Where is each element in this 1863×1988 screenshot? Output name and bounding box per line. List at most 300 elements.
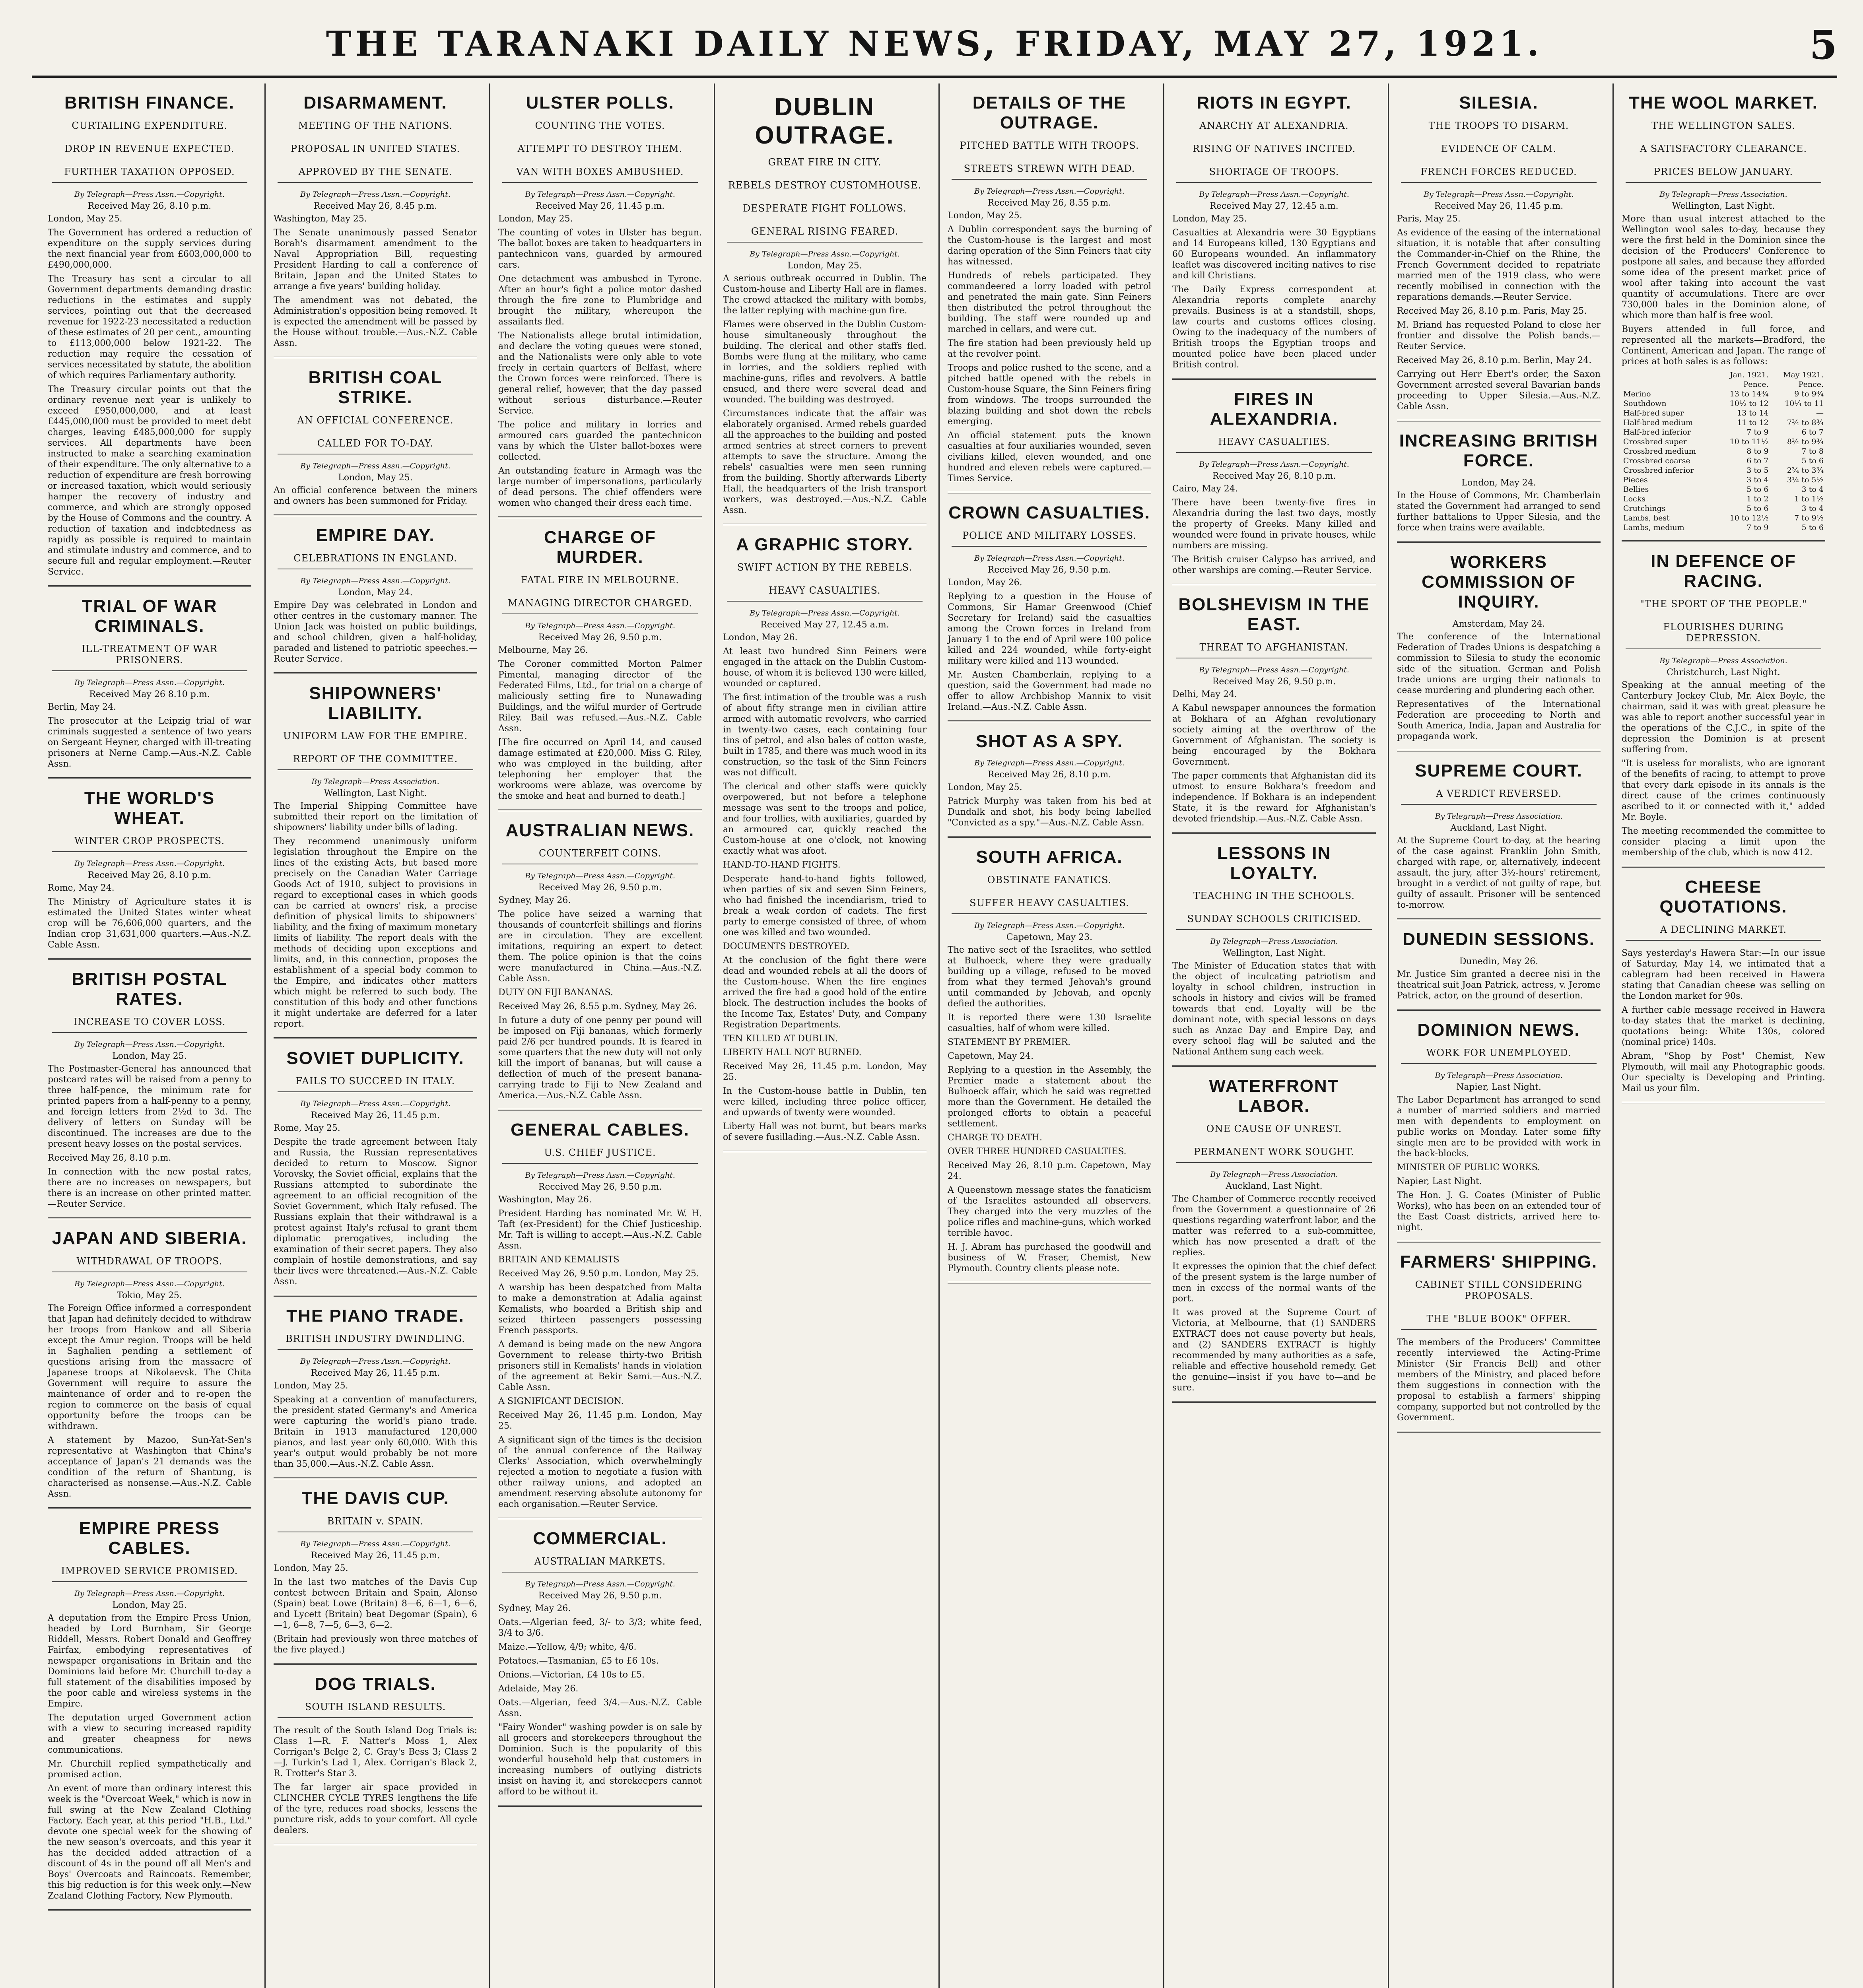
news-column (714, 83, 934, 1988)
table-row (1622, 370, 1825, 380)
article-paragraph: The Postmaster-General has announced that postcard rates will be raised from a penny to three half-pence, the minimum rate for printed papers from a half-penny to a penny, and foreign letters from 2½d to 3d. The delivery of letters on Sunday will be discontinued. The increases are due to the present heavy losses on the postal services. (48, 1064, 251, 1149)
table-cell: 1 to 2 (1746, 495, 1769, 503)
article (274, 368, 477, 507)
article-divider (948, 836, 1151, 838)
article-dateline: London, May 25. (112, 1600, 187, 1610)
article-headline: DOG TRIALS. (315, 1674, 436, 1694)
article (1172, 93, 1376, 370)
article-divider (1172, 584, 1376, 585)
article-divider (1172, 1065, 1376, 1067)
article-dateline: Wellington, Last Night. (1672, 201, 1775, 211)
article-dateline: Capetown, May 23. (1006, 932, 1093, 942)
article-paragraph: A statement by Mazoo, Sun-Yat-Sen's representative at Washington that China's acceptance of Japan's 21 demands was the condition of the return of Shantung, is characterised as nonsense.—Aus.-N.Z. Cable Assn. (48, 1435, 251, 1499)
article-byline: By Telegraph—Press Assn.—Copyright. (74, 678, 225, 687)
article-paragraph: (Britain had previously won three matches of the five played.) (274, 1634, 477, 1655)
table-header-cell (1622, 380, 1717, 389)
article-body (723, 632, 927, 1143)
article-subheading: CELEBRATIONS IN ENGLAND. (278, 553, 473, 569)
article-headline: THE PIANO TRADE. (286, 1306, 464, 1326)
article-headline: EMPIRE PRESS CABLES. (79, 1518, 220, 1558)
article-subheading: SOUTH ISLAND RESULTS. (278, 1701, 473, 1718)
article-body (48, 1613, 251, 1901)
table-cell: 5 to 6 (1801, 523, 1824, 532)
table-cell: 2¾ to 3¾ (1787, 466, 1824, 475)
article-divider (274, 357, 477, 358)
article (948, 732, 1151, 828)
article (48, 596, 251, 769)
article-headline: DISARMAMENT. (303, 93, 447, 113)
article-body (1172, 214, 1376, 370)
article-paragraph: Speaking at a convention of manufacturers, the president stated Germany's and America were capturing the world's piano trade. Britain in 1913 manufactured 120,000 pianos, and last year only 60,000. With this year's output would probably be not more than 35,000.—Aus.-N.Z. Cable Assn. (274, 1395, 477, 1469)
article-dateline: Received May 26, 9.50 p.m. (538, 633, 662, 643)
article-byline: By Telegraph—Press Assn.—Copyright. (74, 1040, 225, 1049)
table-cell: Crossbred super (1623, 437, 1687, 446)
article-divider (1397, 918, 1601, 920)
article (498, 93, 702, 509)
article-paragraph: It is reported there were 130 Israelite casualties, half of whom were killed. (948, 1013, 1151, 1033)
article-divider (274, 514, 477, 516)
article-paragraph: More than usual interest attached to the Wellington wool sales to-day, because they were the first held in the Dominion since the decision of the Producers' Conference to postpone all sales, and because they afforded some idea of the present market price of wool after taking into account the vast quantity of accumulations. There are over 730,000 bales in the Dominion alone, of which more than half is free wool. (1622, 214, 1825, 320)
table-cell: 7 to 9½ (1794, 514, 1824, 522)
article-byline: By Telegraph—Press Assn.—Copyright. (974, 554, 1125, 563)
article-paragraph: HAND-TO-HAND FIGHTS. (723, 860, 841, 870)
article-byline: By Telegraph—Press Assn.—Copyright. (974, 187, 1125, 196)
article-paragraph: Received May 26, 8.10 p.m. Capetown, May 24. (948, 1161, 1151, 1181)
page-number: 5 (1809, 21, 1837, 68)
table-row (1622, 437, 1825, 447)
article-paragraph: Delhi, May 24. (1172, 689, 1237, 699)
article-dateline: Received May 26, 8.10 p.m. (1212, 471, 1336, 481)
article-byline: By Telegraph—Press Assn.—Copyright. (1199, 190, 1349, 199)
article (723, 93, 927, 516)
article (274, 526, 477, 664)
article-paragraph: H. J. Abram has purchased the goodwill and business of W. Fraser, Chemist, New Plymouth. Country clients please note. (948, 1242, 1151, 1274)
article-body (1172, 689, 1376, 824)
article-paragraph: The prosecutor at the Leipzig trial of war criminals suggested a sentence of two years on Sergeant Heyner, charged with ill-treating prisoners at Nerne Camp.—Aus.-N.Z. Cable Assn. (48, 716, 251, 769)
article-paragraph: A deputation from the Empire Press Union, headed by Lord Burnham, Sir George Riddell, Messrs. Robert Donald and Geoffrey Fairfax, embodying representatives of newspaper organisations in Britain and the Dominions laid before Mr. Churchill to-day a full statement of the disabilities imposed by the poor cable and wireless systems in the Empire. (48, 1613, 251, 1709)
article-paragraph: The British cruiser Calypso has arrived, and other warships are coming.—Reuter Service. (1172, 555, 1376, 575)
article-dateline: Received May 26, 11.45 p.m. (311, 1551, 440, 1561)
article-subheading: SUFFER HEAVY CASUALTIES. (952, 897, 1147, 914)
article-paragraph: In future a duty of one penny per pound will be imposed on Fiji bananas, which formerly paid 2/6 per hundred pounds. It is feared in some quarters that the new duty will not only kill the import of bananas, but will cause a deflection of much of the present banana-carrying trade to Fiji to New Zealand and America.—Aus.-N.Z. Cable Assn. (498, 1015, 702, 1101)
table-cell: 5 to 6 (1801, 456, 1824, 465)
table-cell: 13 to 14¾ (1729, 390, 1769, 398)
article-dateline: Christchurch, Last Night. (1667, 668, 1780, 678)
article (48, 969, 251, 1209)
article-paragraph: Hundreds of rebels participated. They commandeered a lorry loaded with petrol and penetrated the main gate. Sinn Feiners then distributed the petrol throughout the building. The staff were rounded up and marched in cellars, and were cut. (948, 271, 1151, 334)
table-cell: 5 to 6 (1746, 485, 1769, 494)
table-cell: Lambs, best (1623, 514, 1670, 522)
article-dateline: Wellington, Last Night. (324, 788, 427, 798)
article-dateline: Received May 26, 9.50 p.m. (987, 565, 1111, 575)
article (274, 93, 477, 349)
article-paragraph: London, May 25. (948, 782, 1022, 792)
article-headline: SOUTH AFRICA. (976, 847, 1123, 867)
article-paragraph: London, May 26. (723, 633, 798, 643)
table-cell: 10 to 12½ (1729, 514, 1769, 522)
article-divider (274, 1295, 477, 1297)
article-byline: By Telegraph—Press Assn.—Copyright. (525, 1580, 675, 1588)
article-subheading: ANARCHY AT ALEXANDRIA. (1199, 120, 1349, 131)
article-byline: By Telegraph—Press Assn.—Copyright. (525, 1171, 675, 1180)
article-byline: By Telegraph—Press Assn.—Copyright. (74, 1279, 225, 1288)
article-paragraph: Sydney, May 26. (498, 1604, 571, 1613)
article-paragraph: Desperate hand-to-hand fights followed, when parties of six and seven Sinn Feiners, who had finished the incendiarism, tried to break a weak cordon of cadets. The first party to emerge consisted of three, of whom one was killed and two wounded. (723, 874, 927, 938)
article-divider (1622, 1102, 1825, 1103)
article-paragraph: At least two hundred Sinn Feiners were engaged in the attack on the Dublin Custom-house, of whom it is believed 130 were killed, wounded or captured. (723, 646, 927, 689)
article-subheading: INCREASE TO COVER LOSS. (52, 1016, 247, 1033)
table-header-cell: Pence. (1798, 380, 1824, 389)
article-byline: By Telegraph—Press Assn.—Copyright. (300, 190, 451, 199)
table-row (1622, 408, 1825, 418)
article-divider (1397, 750, 1601, 751)
article-headline: SILESIA. (1459, 93, 1539, 113)
article-subheading: THE TROOPS TO DISARM. (1428, 120, 1569, 131)
article-paragraph: A Dublin correspondent says the burning of the Custom-house is the largest and most daring operation of the Sinn Feiners that city has witnessed. (948, 225, 1151, 267)
article-divider (498, 1805, 702, 1807)
article-headline: INCREASING BRITISH FORCE. (1399, 431, 1599, 470)
article-paragraph: CHARGE TO DEATH. (948, 1133, 1043, 1143)
article (1172, 389, 1376, 576)
article-subheading: FATAL FIRE IN MELBOURNE. (521, 575, 679, 586)
article-paragraph: LIBERTY HALL NOT BURNED. (723, 1048, 862, 1058)
article-divider (274, 1037, 477, 1039)
article-body (48, 1064, 251, 1209)
article-paragraph: London, May 25. (274, 1381, 348, 1391)
article-subheading: CURTAILING EXPENDITURE. (72, 120, 227, 131)
article-subheading: MEETING OF THE NATIONS. (298, 120, 453, 131)
article-headline: AUSTRALIAN NEWS. (505, 821, 695, 840)
article-paragraph: MINISTER OF PUBLIC WORKS. (1397, 1163, 1540, 1173)
table-row (1622, 513, 1825, 523)
article-paragraph: As evidence of the easing of the international situation, it is notable that after consulting the Commander-in-Chief on the Rhine, the French Government decided to repatriate married men of the 1919 class, who were recently mobilised in connection with the reparations demands.—Reuter Service. (1397, 228, 1601, 302)
article (48, 93, 251, 577)
article-subheading: FLOURISHES DURING DEPRESSION. (1626, 621, 1821, 649)
article-subheading: BRITAIN v. SPAIN. (278, 1516, 473, 1532)
article-subheading: VAN WITH BOXES AMBUSHED. (502, 166, 698, 183)
article-divider (1397, 541, 1601, 543)
table-cell: 6 to 7 (1801, 428, 1824, 437)
article-dateline: Received May 27, 12.45 a.m. (1210, 201, 1338, 211)
article-subheading: COUNTERFEIT COINS. (502, 848, 698, 864)
article-divider (274, 672, 477, 674)
article (1172, 843, 1376, 1057)
article (48, 1229, 251, 1499)
table-cell: Southdown (1623, 399, 1667, 408)
table-cell: Bellies (1623, 485, 1649, 494)
article-body (498, 645, 702, 802)
article-subheading: HEAVY CASUALTIES. (727, 585, 923, 602)
article-headline: WORKERS COMMISSION OF INQUIRY. (1422, 552, 1576, 612)
article-headline: LESSONS IN LOYALTY. (1217, 843, 1331, 883)
article-byline: By Telegraph—Press Assn.—Copyright. (750, 609, 900, 617)
article-body (1397, 1337, 1601, 1423)
article-divider (48, 777, 251, 779)
article-divider (1172, 1401, 1376, 1403)
article (1397, 552, 1601, 742)
article-headline: DUBLIN OUTRAGE. (755, 93, 895, 149)
article-paragraph: London, May 25. (274, 1563, 348, 1573)
news-column (264, 83, 485, 1988)
article-headline: DOMINION NEWS. (1417, 1020, 1580, 1040)
article-byline: By Telegraph—Press Assn.—Copyright. (525, 872, 675, 880)
article-paragraph: Circumstances indicate that the affair was elaborately organised. Armed rebels guarded all the approaches to the building and posted armed sentries at street corners to prevent attempts to save the structure. Among the rebels' casualties were men seen running from the building. Shortly afterwards Liberty Hall, the headquarters of the Irish transport workers, was destroyed.—Aus.-N.Z. Cable Assn. (723, 409, 927, 515)
article-paragraph: The paper comments that Afghanistan did its utmost to ensure Bokhara's freedom and independence. If Bokhara is an independent State, it is the reward for Afghanistan's devoted friendship.—Aus.-N.Z. Cable Assn. (1172, 771, 1376, 824)
article-headline: CHEESE QUOTATIONS. (1659, 877, 1787, 916)
article-paragraph: The far larger air space provided in CLINCHER CYCLE TYRES lengthens the life of the tyre, reduces road shocks, lessens the puncture risk, adds to your comfort. All cycle dealers. (274, 1782, 477, 1835)
article-paragraph: Paris, May 25. (1397, 214, 1461, 224)
article-headline: FARMERS' SHIPPING. (1400, 1252, 1598, 1272)
article-paragraph: London, May 25. (948, 211, 1022, 221)
article-divider (1622, 866, 1825, 868)
article (1397, 761, 1601, 911)
article-paragraph: In connection with the new postal rates, there are no increases on newspapers, but there is an increase on other printed matter.—Reuter Service. (48, 1167, 251, 1209)
article-paragraph: The first intimation of the trouble was a rush of about fifty strange men in civilian attire armed with automatic revolvers, who carried in twenty-two cases, each containing four tins of petrol, and also bales of cotton waste, built in 1785, and there was much wood in its construction, so the task of the Sinn Feiners was not difficult. (723, 693, 927, 778)
article-divider (498, 1109, 702, 1110)
article-dateline: Wellington, Last Night. (1222, 948, 1326, 958)
article-subheading: THE "BLUE BOOK" OFFER. (1401, 1313, 1597, 1330)
table-cell: 11 to 12 (1737, 418, 1769, 427)
article-divider (48, 1909, 251, 1911)
table-cell: Half-bred medium (1623, 418, 1693, 427)
article-paragraph: A Queenstown message states the fanaticism of the Israelites astounded all observers. They charged into the very muzzles of the police rifles and machine-guns, which worked terrible havoc. (948, 1185, 1151, 1238)
article-dateline: Received May 26, 11.45 p.m. (535, 201, 665, 211)
article-body (1622, 680, 1825, 858)
article-body (1172, 961, 1376, 1057)
article-divider (274, 1663, 477, 1665)
article-paragraph: Received May 26, 8.10 p.m. (48, 1153, 171, 1163)
article-paragraph: BRITAIN AND KEMALISTS (498, 1255, 620, 1265)
article-body (48, 214, 251, 577)
article-divider (48, 1217, 251, 1219)
article-paragraph: STATEMENT BY PREMIER. (948, 1037, 1071, 1047)
article-dateline: Received May 26, 11.45 p.m. (311, 1368, 440, 1378)
article-paragraph: Maize.—Yellow, 4/9; white, 4/6. (498, 1642, 637, 1652)
article-paragraph: Flames were observed in the Dublin Custom-house simultaneously throughout the building. The clerical and other staffs fled. Bombs were flung at the military, who came in lorries, and the soldiers replied with machine-guns, rifles and revolvers. A battle ensued, and there were several dead and wounded. The building was destroyed. (723, 320, 927, 405)
article-byline: By Telegraph—Press Association. (1210, 937, 1338, 946)
article-body (1397, 969, 1601, 1001)
article-subheading: PERMANENT WORK SOUGHT. (1176, 1146, 1372, 1163)
article-body (274, 1725, 477, 1836)
article-paragraph: [The fire occurred on April 14, and caused damage estimated at £20,000. Miss G. Riley, who was employed in the building, after telephoning her employer that the workrooms were ablaze, was overcome by the smoke and heat and burned to death.] (498, 738, 702, 801)
article-paragraph: The Government has ordered a reduction of expenditure on the supply services during the next financial year from £603,000,000 to £490,000,000. (48, 228, 251, 270)
article-paragraph: Rome, May 24. (48, 883, 115, 893)
article-subheading: ILL-TREATMENT OF WAR PRISONERS. (52, 643, 247, 671)
article-paragraph: An official conference between the miners and owners has been summoned for Friday. (274, 485, 477, 506)
article-paragraph: Troops and police rushed to the scene, and a pitched battle opened with the rebels in Custom-house Square, the Sinn Feiners firing from windows. The troops surrounded the blazing building and shot down the rebels emerging. (948, 363, 1151, 427)
article-subheading: FAILS TO SUCCEED IN ITALY. (278, 1076, 473, 1092)
article-subheading: WINTER CROP PROSPECTS. (52, 835, 247, 852)
article-paragraph: Liberty Hall was not burnt, but bears marks of severe fusillading.—Aus.-N.Z. Cable Assn. (723, 1122, 927, 1142)
article-byline: By Telegraph—Press Assn.—Copyright. (300, 577, 451, 585)
article-divider (1397, 420, 1601, 421)
article-subheading: REPORT OF THE COMMITTEE. (278, 753, 473, 770)
article-paragraph: M. Briand has requested Poland to close her frontier and dissolve the Polish bands.—Reuter Service. (1397, 320, 1601, 351)
article-paragraph: Berlin, May 24. (48, 702, 116, 712)
article-subheading: A DECLINING MARKET. (1626, 924, 1821, 941)
article-dateline: London, May 24. (338, 588, 413, 598)
article-headline: BRITISH COAL STRIKE. (308, 368, 443, 407)
table-cell: 10¼ to 11 (1785, 399, 1824, 408)
table-header-cell: Pence. (1743, 380, 1769, 389)
article-subheading: SWIFT ACTION BY THE REBELS. (737, 562, 913, 573)
article-paragraph: There have been twenty-five fires in Alexandria during the last two days, mostly the property of Greeks. Many killed and wounded were found in private houses, while numbers are missing. (1172, 498, 1376, 551)
article (1622, 877, 1825, 1094)
table-cell: Crossbred inferior (1623, 466, 1694, 475)
article-subheading: IMPROVED SERVICE PROMISED. (52, 1565, 247, 1582)
table-row (1622, 447, 1825, 456)
table-cell: 7 to 9 (1746, 523, 1769, 532)
article-subheading: APPROVED BY THE SENATE. (278, 166, 473, 183)
article-subheading: DROP IN REVENUE EXPECTED. (64, 143, 235, 154)
article-paragraph: Mr. Austen Chamberlain, replying to a question, said the Government had made no offer to allow Archbishop Mannix to visit Ireland.—Aus.-N.Z. Cable Assn. (948, 670, 1151, 712)
table-cell: Merino (1623, 390, 1651, 398)
article (948, 503, 1151, 712)
article-byline: By Telegraph—Press Assn.—Copyright. (1199, 460, 1349, 469)
article-paragraph: Abram, "Shop by Post" Chemist, New Plymouth, will mail any Photographic goods. Our specialty is Developing and Printing. Mail us your film. (1622, 1051, 1825, 1093)
article-paragraph: "Fairy Wonder" washing powder is on sale by all grocers and storekeepers throughout the Dominion. Such is the popularity of this wonderful household help that customers in increasing numbers of outlying districts insist on having it, and storekeepers cannot afford to be without it. (498, 1722, 702, 1797)
table-header-cell: Jan. 1921. (1729, 371, 1769, 379)
article-body (723, 273, 927, 516)
article-paragraph: London, May 25. (1172, 214, 1247, 224)
article (498, 528, 702, 802)
table-cell: 3 to 4 (1801, 504, 1824, 513)
article-paragraph: The Senate unanimously passed Senator Borah's disarmament amendment to the Naval Appropriation Bill, requesting President Harding to call a conference of Britain, Japan and the United States to arrange a five years' building holiday. (274, 228, 477, 291)
article (274, 1674, 477, 1836)
article-paragraph: The Nationalists allege brutal intimidation, and declare the voting queues were stoned, and the Nationalists were only able to vote freely in certain quarters of Belfast, where the Crown forces were reinforced. There is general relief, however, that the day passed without serious disturbance.—Reuter Service. (498, 331, 702, 416)
table-cell: Half-bred super (1623, 409, 1684, 417)
table-cell: Half-bred inferior (1623, 428, 1691, 437)
article-subheading: BRITISH INDUSTRY DWINDLING. (278, 1333, 473, 1350)
article-paragraph: Says yesterday's Hawera Star:—In our issue of Saturday, May 14, we intimated that a cablegram had been received in Hawera stating that Canadian cheese was selling on the London market for 90s. (1622, 948, 1825, 1001)
article (1172, 595, 1376, 824)
article (1397, 930, 1601, 1001)
article-byline: By Telegraph—Press Assn.—Copyright. (300, 1357, 451, 1366)
article-paragraph: DOCUMENTS DESTROYED. (723, 942, 850, 951)
article-subheading: GREAT FIRE IN CITY. (768, 157, 882, 168)
table-row (1622, 456, 1825, 466)
article-paragraph: The Minister of Education states that with the object of inculcating patriotism and loyalty in school children, instruction in schools in history and civics will be framed towards that end. Loyalty will be the dominant note, with special lessons on days such as Anzac Day and Empire Day, and every school flag will be saluted and the National Anthem sung each week. (1172, 961, 1376, 1057)
article-byline: By Telegraph—Press Association. (1659, 190, 1787, 199)
article-paragraph: Replying to a question in the House of Commons, Sir Hamar Greenwood (Chief Secretary for Ireland) said the casualties among the Crown forces in Ireland from January 1 to the end of April were 100 police killed and 224 wounded, while forty-eight military were killed and 113 wounded. (948, 592, 1151, 666)
table-cell: 10½ to 12 (1729, 399, 1769, 408)
article (948, 847, 1151, 1274)
article-body (1397, 631, 1601, 742)
article-paragraph: Washington, May 26. (498, 1195, 592, 1205)
masthead (32, 16, 1837, 78)
article (1397, 431, 1601, 533)
article-divider (723, 524, 927, 525)
article-headline: BRITISH FINANCE. (64, 93, 235, 113)
article-paragraph: Received May 26, 11.45 p.m. London, May 25. (498, 1410, 702, 1431)
article-paragraph: The native sect of the Israelites, who settled at Bulhoeck, where they were gradually building up a village, refused to be moved from what they termed Jehovah's ground until commanded by Jehovah, and openly defied the authorities. (948, 945, 1151, 1009)
article-byline: By Telegraph—Press Assn.—Copyright. (300, 1099, 451, 1108)
article-byline: By Telegraph—Press Assn.—Copyright. (525, 190, 675, 199)
article-headline: THE WOOL MARKET. (1628, 93, 1818, 113)
article-body (274, 801, 477, 1029)
article-paragraph: Oats.—Algerian, feed 3/4.—Aus.-N.Z. Cable Assn. (498, 1698, 702, 1718)
article-divider (48, 585, 251, 587)
article-body (498, 1603, 702, 1797)
article (1622, 551, 1825, 858)
article-divider (48, 1507, 251, 1509)
article-byline: By Telegraph—Press Assn.—Copyright. (525, 621, 675, 630)
article-subheading: SUNDAY SCHOOLS CRITICISED. (1176, 913, 1372, 930)
table-row (1622, 494, 1825, 504)
article-paragraph: Cairo, May 24. (1172, 484, 1238, 494)
article-subheading: TEACHING IN THE SCHOOLS. (1193, 890, 1355, 901)
article-paragraph: The Treasury circular points out that the ordinary revenue next year is unlikely to exceed £950,000,000, and at least £445,000,000 must be provided to meet debt charges, leaving £485,000,000 for supply services. All departments have been instructed to make a searching examination of their expenditure. The only alternative to a reduction of expenditure are fresh borrowing or increased taxation, which would seriously hamper the recovery of industry and commerce, and which are strongly opposed by the House of Commons and the country. A reduction of taxation and indebtedness as rapidly as possible is required to maintain and stimulate industry and commerce, and to secure full and regular employment.—Reuter Service. (48, 384, 251, 577)
article-paragraph: The fire station had been previously held up at the revolver point. (948, 338, 1151, 359)
article-dateline: Received May 26 8.10 p.m. (89, 689, 210, 699)
article (274, 683, 477, 1029)
article-byline: By Telegraph—Press Assn.—Copyright. (74, 1589, 225, 1598)
article-dateline: London, May 25. (787, 261, 862, 271)
article-paragraph: Washington, May 25. (274, 214, 367, 224)
article-paragraph: Onions.—Victorian, £4 10s to £5. (498, 1670, 645, 1680)
article-byline: By Telegraph—Press Assn.—Copyright. (1424, 190, 1574, 199)
article-paragraph: Adelaide, May 26. (498, 1684, 579, 1694)
news-column (1612, 83, 1833, 1988)
article-subheading: PITCHED BATTLE WITH TROOPS. (960, 140, 1139, 151)
article-dateline: Received May 26, 8.10 p.m. (987, 770, 1111, 780)
article-body (1172, 1194, 1376, 1393)
article-byline: By Telegraph—Press Assn.—Copyright. (750, 250, 900, 258)
table-header-cell: May 1921. (1783, 371, 1824, 379)
article-subheading: CABINET STILL CONSIDERING PROPOSALS. (1415, 1279, 1583, 1301)
article-dateline: Received May 26, 9.50 p.m. (538, 1591, 662, 1601)
article-byline: By Telegraph—Press Association. (1659, 656, 1787, 665)
article-paragraph: A further cable message received in Hawera to-day states that the market is declining, quotations being: White 130s, colored (nominal price) 140s. (1622, 1005, 1825, 1047)
article-paragraph: The counting of votes in Ulster has begun. The ballot boxes are taken to headquarters in pantechnicon vans, guarded by armoured cars. (498, 228, 702, 270)
article-paragraph: A Kabul newspaper announces the formation at Bokhara of an Afghan revolutionary society aiming at the overthrow of the Government of Afghanistan. The society is being encouraged by the Bokhara Government. (1172, 703, 1376, 767)
newspaper-title: THE TARANAKI DAILY NEWS, FRIDAY, MAY 27, 1921. (326, 24, 1543, 64)
article-paragraph: Patrick Murphy was taken from his bed at Dundalk and shot, his body being labelled "Convicted as a spy."—Aus.-N.Z. Cable Assn. (948, 796, 1151, 828)
article-byline: By Telegraph—Press Association. (311, 777, 439, 786)
article-paragraph: It expresses the opinion that the chief defect of the present system is the large number of men in excess of the normal wants of the port. (1172, 1262, 1376, 1304)
article-divider (1397, 1241, 1601, 1242)
article-divider (948, 1282, 1151, 1283)
article-paragraph: Napier, Last Night. (1397, 1176, 1482, 1186)
article-paragraph: Received May 26, 8.10 p.m. Paris, May 25. (1397, 306, 1587, 316)
table-cell: 3¼ to 5½ (1787, 476, 1824, 484)
article-dateline: Received May 26, 9.50 p.m. (538, 1182, 662, 1192)
article-subheading: MANAGING DIRECTOR CHARGED. (502, 598, 698, 614)
news-column (1163, 83, 1384, 1988)
article-paragraph: An outstanding feature in Armagh was the large number of impersonations, particularly of dead persons. The chief offenders were women who changed their dress each time. (498, 466, 702, 508)
article-paragraph: Carrying out Herr Ebert's order, the Saxon Government arrested several Bavarian bands proceeding to Upper Silesia.—Aus.-N.Z. Cable Assn. (1397, 369, 1601, 412)
article-subheading: THREAT TO AFGHANISTAN. (1176, 642, 1372, 658)
article-paragraph: An event of more than ordinary interest this week is the "Overcoat Week," which is now in full swing at the New Zealand Clothing Factory. Each year, at this period "H.B., Ltd." devote one special week for the showing of the new season's overcoats, and this year it has the decided added attraction of a discount of 4s in the pound off all Men's and Boys' Overcoats and Raincoats. Remember, this big reduction is for this week only.—New Zealand Clothing Factory, New Plymouth. (48, 1784, 251, 1901)
article-divider (498, 516, 702, 518)
article-paragraph: The police and military in lorries and armoured cars guarded the pantechnicon vans by which the Ulster ballot-boxes were collected. (498, 420, 702, 462)
article-divider (1397, 1431, 1601, 1433)
table-row (1622, 427, 1825, 437)
article-dateline: Received May 26, 9.50 p.m. (538, 883, 662, 893)
article-body (1397, 1095, 1601, 1233)
article-dateline: London, May 25. (338, 473, 413, 483)
article-subheading: U.S. CHIEF JUSTICE. (502, 1147, 698, 1164)
article-headline: GENERAL CABLES. (511, 1120, 690, 1140)
table-row (1622, 523, 1825, 532)
article-body (498, 1194, 702, 1510)
article-byline: By Telegraph—Press Assn.—Copyright. (1199, 666, 1349, 674)
news-column (489, 83, 710, 1988)
news-columns (40, 83, 1837, 1988)
article-headline: JAPAN AND SIBERIA. (52, 1229, 247, 1248)
article-subheading: EVIDENCE OF CALM. (1441, 143, 1557, 154)
article-paragraph: DUTY ON FIJI BANANAS. (498, 988, 613, 998)
